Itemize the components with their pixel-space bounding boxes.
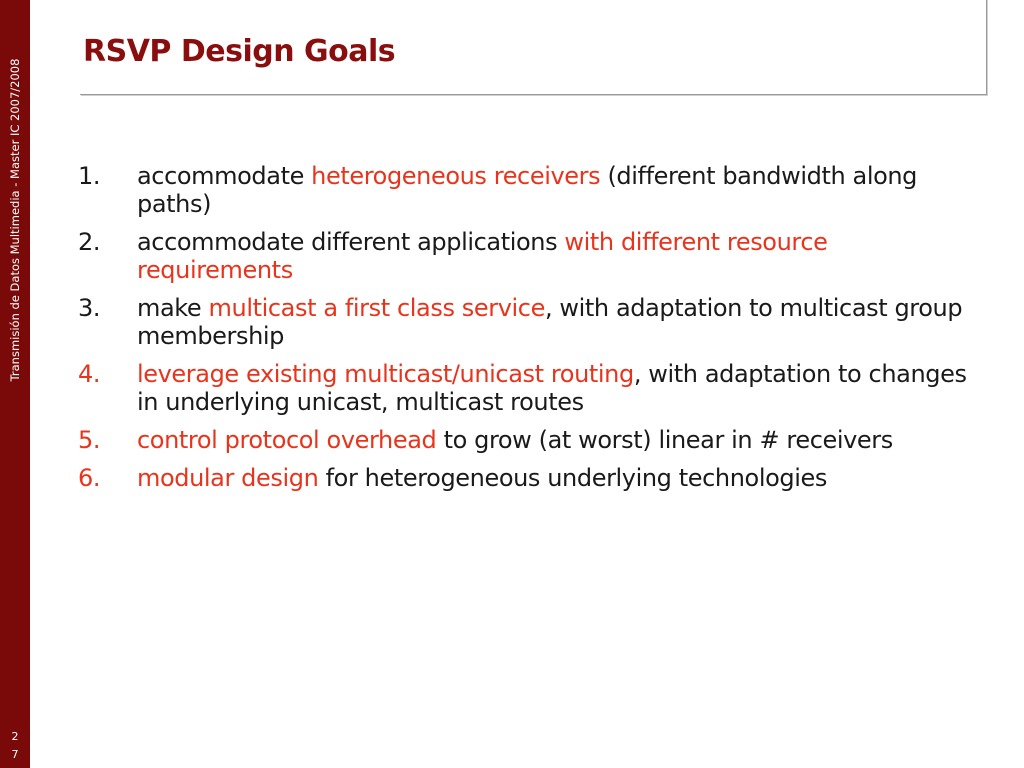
goal-highlight-text: modular design <box>137 464 319 492</box>
goal-number: 6. <box>78 464 101 492</box>
goal-item <box>78 426 988 454</box>
goal-plain-text: to grow (at worst) linear in # receivers <box>436 426 893 454</box>
page-number-digit: 7 <box>11 748 19 761</box>
goal-text <box>137 360 988 416</box>
goal-text <box>137 162 988 218</box>
goal-plain-text: accommodate <box>137 162 312 190</box>
goal-plain-text: for heterogeneous underlying technologies <box>318 464 827 492</box>
goal-number: 5. <box>78 426 101 454</box>
goal-item <box>78 294 988 350</box>
goal-number: 4. <box>78 360 101 388</box>
goal-text <box>137 228 988 284</box>
goal-item <box>78 162 988 218</box>
goal-plain-text: (different bandwidth along paths) <box>137 162 918 218</box>
goal-highlight-text: multicast a first class service <box>208 294 545 322</box>
page-number-digit: 2 <box>11 730 19 743</box>
goal-highlight-text: leverage existing multicast/unicast routing <box>137 360 634 388</box>
goal-plain-text: , with adaptation to changes in underlying unicast, multicast routes <box>137 360 967 416</box>
goal-highlight-text: control protocol overhead <box>137 426 437 454</box>
goal-plain-text: , with adaptation to multicast group membership <box>137 294 963 350</box>
goal-text <box>137 464 988 492</box>
goal-plain-text: accommodate different applications <box>137 228 565 256</box>
goal-plain-text: make <box>137 294 209 322</box>
goal-item <box>78 464 988 492</box>
goal-text <box>137 426 988 454</box>
goal-number: 1. <box>78 162 101 190</box>
goal-highlight-text: with different resource requirements <box>137 228 828 284</box>
goal-text <box>137 294 988 350</box>
sidebar-course-label: Transmisión de Datos Multimedia - Master IC 2007/2008 <box>8 58 22 382</box>
goal-number: 3. <box>78 294 101 322</box>
page-number <box>0 728 30 764</box>
slide-title: RSVP Design Goals <box>83 34 396 69</box>
goal-number: 2. <box>78 228 101 256</box>
sidebar-band <box>0 0 30 768</box>
goal-item <box>78 228 988 284</box>
goal-highlight-text: heterogeneous receivers <box>311 162 601 190</box>
goal-item <box>78 360 988 416</box>
design-goals-list <box>78 162 988 502</box>
